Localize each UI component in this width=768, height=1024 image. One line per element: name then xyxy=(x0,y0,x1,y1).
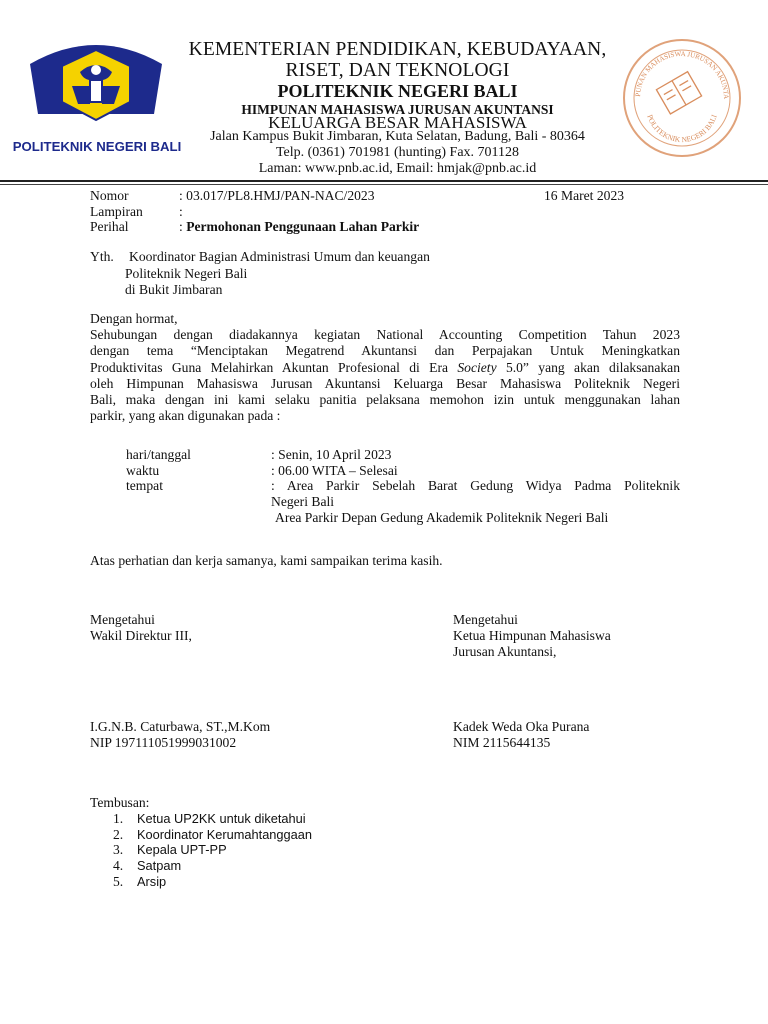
place-value-line-3: Area Parkir Depan Gedung Akademik Politeknik Negeri Bali xyxy=(275,510,609,525)
right-signer-title-2: Jurusan Akuntansi, xyxy=(453,644,557,659)
address-line: Jalan Kampus Bukit Jimbaran, Kuta Selatan, Badung, Bali - 80364 xyxy=(210,129,585,144)
paragraph-line: dengan tema “Menciptakan Megatrend Akuntansi dan Perpajakan Untuk Meningkatkan xyxy=(90,343,680,359)
paragraph-line: parkir, yang akan digunakan pada : xyxy=(90,408,281,424)
place-label: tempat xyxy=(126,478,163,493)
family-name: KELUARGA BESAR MAHASISWA xyxy=(268,113,527,132)
perihal-subject: Permohonan Penggunaan Lahan Parkir xyxy=(186,219,420,234)
left-signer-title: Wakil Direktur III, xyxy=(90,628,192,643)
cc-item-text: Kepala UPT-PP xyxy=(137,842,227,857)
stamp-arc-text: PUNAN MAHASISWA JURUSAN AKUNTA xyxy=(633,49,731,100)
paragraph-line: oleh Himpunan Mahasiswa Jurusan Akuntansi Keluarga Besar Mahasiswa Politeknik Negeri xyxy=(90,375,680,391)
paragraph-line: Produktivitas Guna Melahirkan Akuntan Profesional di Era Society 5.0” yang akan dilaksanakan xyxy=(90,359,681,375)
institution-name: POLITEKNIK NEGERI BALI xyxy=(277,81,518,101)
place-value-line-1: : Area Parkir Sebelah Barat Gedung Widya Padma Politeknik xyxy=(271,478,680,493)
lampiran-value: : xyxy=(179,204,183,219)
time-label: waktu xyxy=(126,463,160,478)
phone-line: Telp. (0361) 701981 (hunting) Fax. 701128 xyxy=(275,145,520,160)
body-paragraph xyxy=(90,327,680,425)
header-divider-thin xyxy=(0,184,768,185)
cc-label: Tembusan: xyxy=(90,795,150,810)
stamp-book-icon xyxy=(656,72,701,114)
cc-item-number: 3. xyxy=(113,842,124,857)
greeting: Dengan hormat, xyxy=(90,311,178,326)
paragraph-line: Bali, maka dengan ini kami selaku panitia pelaksana memohon izin untuk menggunakan lahan xyxy=(90,392,680,408)
pnb-logo xyxy=(8,30,186,160)
cc-item-text: Ketua UP2KK untuk diketahui xyxy=(137,811,306,826)
time-value: : 06.00 WITA – Selesai xyxy=(271,463,398,478)
organization-name: HIMPUNAN MAHASISWA JURUSAN AKUNTANSI xyxy=(241,102,554,117)
closing-sentence: Atas perhatian dan kerja samanya, kami sampaikan terima kasih. xyxy=(90,553,443,568)
day-value: : Senin, 10 April 2023 xyxy=(271,447,392,462)
right-signer-name: Kadek Weda Oka Purana xyxy=(453,719,590,734)
svg-text:HIMPUNAN MAHASISWA JURUSAN AKU xyxy=(620,36,730,99)
left-signer-id: NIP 197111051999031002 xyxy=(90,735,237,750)
cc-item-text: Arsip xyxy=(137,874,167,889)
letter-date: 16 Maret 2023 xyxy=(544,188,625,203)
paragraph-line: Sehubungan dengan diadakannya kegiatan National Accounting Competition Tahun 2023 xyxy=(90,327,680,342)
left-signer-name: I.G.N.B. Caturbawa, ST.,M.Kom xyxy=(90,719,271,734)
right-signer-id: NIM 2115644135 xyxy=(453,735,551,750)
cc-item-number: 4. xyxy=(113,858,124,873)
cc-item-number: 1. xyxy=(113,811,124,826)
logo-left-caption: POLITEKNIK NEGERI BALI xyxy=(12,139,182,154)
place-value-line-2: Negeri Bali xyxy=(271,494,335,509)
cc-item-number: 5. xyxy=(113,874,124,889)
perihal-value: : Permohonan Penggunaan Lahan Parkir xyxy=(179,219,420,234)
italic-term: Society xyxy=(457,359,497,375)
cc-item-number: 2. xyxy=(113,827,124,842)
hmj-stamp-logo xyxy=(620,36,744,160)
recipient-line-1: Koordinator Bagian Administrasi Umum dan keuangan xyxy=(129,249,430,264)
recipient-line-3: di Bukit Jimbaran xyxy=(125,282,223,297)
nomor-value: : 03.017/PL8.HMJ/PAN-NAC/2023 xyxy=(179,188,375,203)
lampiran-label: Lampiran xyxy=(90,204,143,219)
recipient-line-2: Politeknik Negeri Bali xyxy=(125,266,248,281)
cc-item-text: Koordinator Kerumahtanggaan xyxy=(137,827,313,842)
day-label: hari/tanggal xyxy=(126,447,191,462)
ministry-line-1: KEMENTERIAN PENDIDIKAN, KEBUDAYAAN, xyxy=(188,39,607,60)
header-divider xyxy=(0,180,768,182)
right-known-label: Mengetahui xyxy=(453,612,518,627)
web-line: Laman: www.pnb.ac.id, Email: hmjak@pnb.ac.id xyxy=(258,161,537,176)
nomor-label: Nomor xyxy=(90,188,129,203)
right-signer-title-1: Ketua Himpunan Mahasiswa xyxy=(453,628,611,643)
svg-text:POLITEKNIK NEGERI BALI xyxy=(645,113,718,144)
cc-item-text: Satpam xyxy=(137,858,182,873)
perihal-label: Perihal xyxy=(90,219,129,234)
left-known-label: Mengetahui xyxy=(90,612,155,627)
yth-label: Yth. xyxy=(90,249,114,264)
stamp-bottom-text: POLITEKNIK NEGERI BALI xyxy=(645,113,719,145)
ministry-line-2: RISET, DAN TEKNOLOGI xyxy=(285,60,510,81)
